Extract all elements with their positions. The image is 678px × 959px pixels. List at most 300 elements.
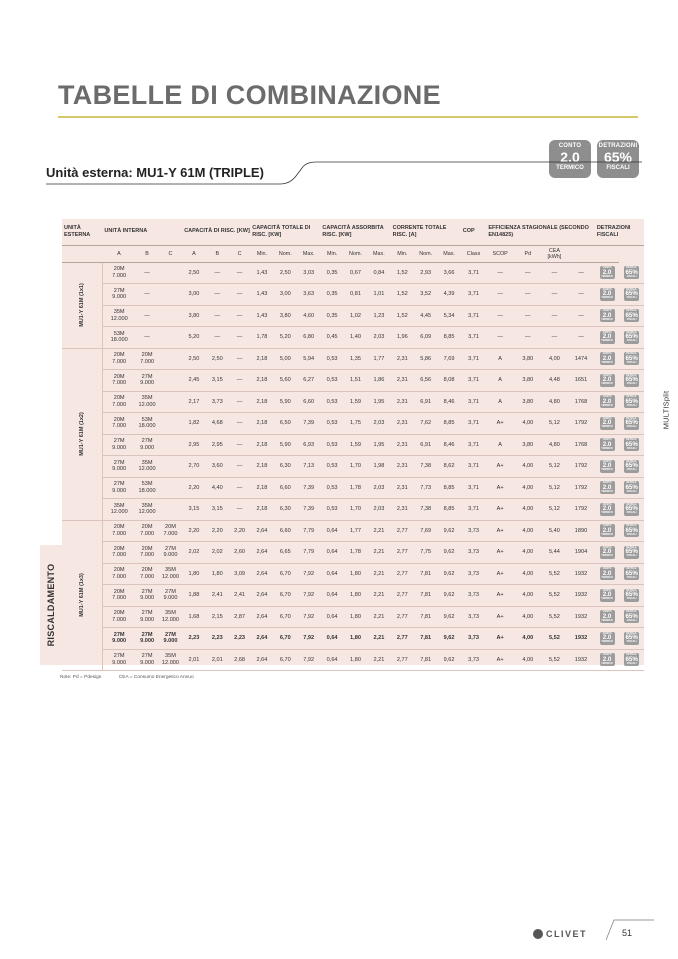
tot-value: 6,50 xyxy=(274,413,297,435)
cor-value: 7,81 xyxy=(414,649,437,671)
mini-badge-text: 2.0 xyxy=(602,333,612,341)
conto-termico-cell xyxy=(595,434,619,456)
ass-value: 1,70 xyxy=(344,499,367,521)
indoor-unit-a xyxy=(102,413,135,435)
indoor-unit-a xyxy=(102,628,135,650)
mini-badge-text: DETRAZ. xyxy=(626,330,638,334)
mini-badge-text: 65% xyxy=(625,655,638,663)
cor-value: 8,62 xyxy=(437,456,460,478)
capacity-c: — xyxy=(229,348,250,370)
cor-value: 7,62 xyxy=(414,413,437,435)
cor-value: 2,77 xyxy=(391,585,414,607)
indoor-unit-c-line: 20M xyxy=(165,524,176,531)
conto-termico-mini-badge xyxy=(600,352,615,365)
cop-value: 3,71 xyxy=(461,327,487,349)
mini-badge-text: FISCALI xyxy=(626,597,637,601)
energy-class: A+ xyxy=(486,563,514,585)
pd-value: — xyxy=(542,305,568,327)
tot-value: 7,92 xyxy=(297,628,320,650)
mini-badge-text: DETRAZ. xyxy=(626,481,638,485)
indoor-unit-c xyxy=(159,348,182,370)
table-row xyxy=(62,305,644,327)
cor-value: 2,77 xyxy=(391,563,414,585)
ass-value: 0,53 xyxy=(320,370,343,392)
sub-header-cell: A xyxy=(182,245,205,262)
conto-termico-mini-badge xyxy=(600,481,615,494)
detrazioni-mini-badge xyxy=(624,589,639,602)
tot-value: 1,43 xyxy=(250,262,273,284)
tot-value: 5,90 xyxy=(274,434,297,456)
mini-badge-text: CONTO xyxy=(602,287,612,291)
detrazioni-mini-badge xyxy=(624,309,639,322)
indoor-unit-a-line: 12.000 xyxy=(110,315,128,322)
indoor-unit-a-line: 27M xyxy=(113,653,125,660)
cor-value: 7,38 xyxy=(414,499,437,521)
ass-value: 1,78 xyxy=(344,477,367,499)
indoor-unit-a-line: 20M xyxy=(113,373,125,380)
mini-badge-text: 65% xyxy=(625,505,638,513)
indoor-unit-b-line: 27M xyxy=(141,588,153,595)
indoor-unit-c-line: 9.000 xyxy=(163,638,178,645)
table-row xyxy=(62,348,644,370)
clivet-logo: CLIVET xyxy=(546,929,588,939)
sub-header-cell: Max. xyxy=(367,245,390,262)
cea-value: 1932 xyxy=(567,649,595,671)
ass-value: 2,03 xyxy=(367,413,390,435)
detrazioni-mini-badge xyxy=(624,266,639,279)
ass-value: 0,35 xyxy=(320,305,343,327)
detrazioni-mini-badge xyxy=(624,352,639,365)
mini-badge-text: 2.0 xyxy=(602,591,612,599)
cea-value: — xyxy=(567,284,595,306)
conto-termico-cell xyxy=(595,563,619,585)
mini-badge-text: FISCALI xyxy=(626,339,637,343)
indoor-unit-c xyxy=(159,520,182,542)
mini-badge-text: CONTO xyxy=(602,567,612,571)
mini-badge-text: TERMICO xyxy=(601,575,613,579)
mini-badge-text: 65% xyxy=(625,548,638,556)
outdoor-unit-group-label xyxy=(62,262,102,348)
cor-value: 5,34 xyxy=(437,305,460,327)
tot-value: 1,43 xyxy=(250,284,273,306)
mini-badge-text: TERMICO xyxy=(601,360,613,364)
cor-value: 6,56 xyxy=(414,370,437,392)
detrazioni-cell xyxy=(619,563,644,585)
combination-table xyxy=(62,219,644,671)
mini-badge-text: 65% xyxy=(625,311,638,319)
tot-value: 6,30 xyxy=(274,456,297,478)
capacity-b: 2,95 xyxy=(206,434,229,456)
ass-value: 0,64 xyxy=(320,628,343,650)
capacity-a: 1,82 xyxy=(182,413,205,435)
badge-top-text: DETRAZIONI xyxy=(598,143,638,149)
cop-value: 3,71 xyxy=(461,348,487,370)
ass-value: 0,64 xyxy=(320,649,343,671)
tot-value: 6,27 xyxy=(297,370,320,392)
detrazioni-mini-badge xyxy=(624,524,639,537)
cea-value: 1792 xyxy=(567,456,595,478)
mini-badge-text: 65% xyxy=(625,397,638,405)
indoor-unit-b xyxy=(135,542,158,564)
tot-value: 6,80 xyxy=(297,327,320,349)
cor-value: 9,62 xyxy=(437,649,460,671)
cor-value: 9,62 xyxy=(437,628,460,650)
indoor-unit-a-line: 20M xyxy=(113,567,125,574)
mini-badge-text: FISCALI xyxy=(626,511,637,515)
ass-value: 1,95 xyxy=(367,434,390,456)
indoor-unit-a-line: 18.000 xyxy=(110,337,128,344)
tot-value: 2,64 xyxy=(250,628,273,650)
energy-class: A+ xyxy=(486,456,514,478)
mini-badge-text: 65% xyxy=(625,569,638,577)
indoor-unit-b xyxy=(135,327,158,349)
indoor-unit-b-line: 9.000 xyxy=(140,659,155,666)
capacity-a: 1,68 xyxy=(182,606,205,628)
scop-value: 4,00 xyxy=(514,477,542,499)
mini-badge-text: DETRAZ. xyxy=(626,524,638,528)
indoor-unit-b-line: — xyxy=(144,312,150,319)
indoor-unit-a xyxy=(102,370,135,392)
sub-header-blank xyxy=(62,245,102,262)
indoor-unit-a xyxy=(102,327,135,349)
mini-badge-text: TERMICO xyxy=(601,339,613,343)
header-efficienza: EFFICIENZA STAGIONALE (SECONDO EN14825) xyxy=(486,219,595,245)
indoor-unit-a xyxy=(102,649,135,671)
cop-value: 3,73 xyxy=(461,563,487,585)
cea-value: — xyxy=(567,262,595,284)
energy-class: — xyxy=(486,305,514,327)
cor-value: 8,46 xyxy=(437,391,460,413)
mini-badge-text: DETRAZ. xyxy=(626,438,638,442)
scop-value: — xyxy=(514,262,542,284)
ass-value: 0,53 xyxy=(320,456,343,478)
sub-header-cell: CEA [kWh] xyxy=(542,245,568,262)
table-row xyxy=(62,477,644,499)
indoor-unit-a-line: 9.000 xyxy=(112,487,127,494)
page-number: 51 xyxy=(622,928,633,938)
table-row xyxy=(62,649,644,671)
mini-badge-text: TERMICO xyxy=(601,274,613,278)
cor-value: 2,77 xyxy=(391,628,414,650)
energy-class: — xyxy=(486,284,514,306)
indoor-unit-b xyxy=(135,606,158,628)
cea-value: 1792 xyxy=(567,413,595,435)
conto-termico-cell xyxy=(595,305,619,327)
pd-value: 5,12 xyxy=(542,413,568,435)
indoor-unit-b-line: 9.000 xyxy=(140,638,155,645)
mini-badge-text: DETRAZ. xyxy=(626,567,638,571)
mini-badge-text: DETRAZ. xyxy=(626,309,638,313)
capacity-b: — xyxy=(206,305,229,327)
capacity-a: 2,01 xyxy=(182,649,205,671)
cea-value: 1768 xyxy=(567,391,595,413)
tot-value: 2,64 xyxy=(250,542,273,564)
indoor-unit-a-line: 20M xyxy=(113,395,125,402)
scop-value: 3,80 xyxy=(514,348,542,370)
sub-header-cell: C xyxy=(229,245,250,262)
pd-value: — xyxy=(542,327,568,349)
tot-value: 7,39 xyxy=(297,413,320,435)
tot-value: 6,60 xyxy=(274,477,297,499)
indoor-unit-b-line: — xyxy=(144,291,150,298)
indoor-unit-a-line: 7.000 xyxy=(112,530,127,537)
mini-badge-text: DETRAZ. xyxy=(626,653,638,657)
badge-bottom-text: FISCALI xyxy=(606,165,630,171)
sub-header-cell: Min. xyxy=(320,245,343,262)
mini-badge-text: 65% xyxy=(625,612,638,620)
capacity-a: 2,17 xyxy=(182,391,205,413)
energy-class: — xyxy=(486,262,514,284)
indoor-unit-b xyxy=(135,456,158,478)
cor-value: 9,62 xyxy=(437,563,460,585)
mini-badge-text: FISCALI xyxy=(626,403,637,407)
tot-value: 6,30 xyxy=(274,499,297,521)
conto-termico-mini-badge xyxy=(600,503,615,516)
capacity-c: — xyxy=(229,370,250,392)
indoor-unit-a-line: 7.000 xyxy=(112,573,127,580)
cor-value: 2,31 xyxy=(391,456,414,478)
ass-value: 2,21 xyxy=(367,585,390,607)
sub-header-cell: Min. xyxy=(391,245,414,262)
energy-class: A+ xyxy=(486,649,514,671)
indoor-unit-c xyxy=(159,391,182,413)
energy-class: A+ xyxy=(486,585,514,607)
mini-badge-text: CONTO xyxy=(602,459,612,463)
detrazioni-mini-badge xyxy=(624,395,639,408)
conto-termico-mini-badge xyxy=(600,546,615,559)
mini-badge-text: TERMICO xyxy=(601,489,613,493)
ass-value: 0,81 xyxy=(344,284,367,306)
mini-badge-text: FISCALI xyxy=(626,425,637,429)
capacity-c: — xyxy=(229,413,250,435)
detrazioni-cell xyxy=(619,348,644,370)
indoor-unit-b xyxy=(135,348,158,370)
ass-value: 2,03 xyxy=(367,477,390,499)
indoor-unit-c xyxy=(159,370,182,392)
tot-value: 2,18 xyxy=(250,413,273,435)
sub-header-cell: Max. xyxy=(437,245,460,262)
indoor-unit-a-line: 20M xyxy=(113,352,125,359)
scop-value: 4,00 xyxy=(514,520,542,542)
mini-badge-text: TERMICO xyxy=(601,640,613,644)
tot-value: 7,92 xyxy=(297,649,320,671)
outdoor-unit-model: MU1-Y 61M (1x2) xyxy=(78,412,85,456)
capacity-c: — xyxy=(229,391,250,413)
cop-value: 3,73 xyxy=(461,649,487,671)
conto-termico-mini-badge xyxy=(600,632,615,645)
conto-termico-mini-badge xyxy=(600,524,615,537)
detrazioni-mini-badge xyxy=(624,632,639,645)
ass-value: 1,01 xyxy=(367,284,390,306)
conto-termico-cell xyxy=(595,649,619,671)
sub-header-row xyxy=(62,245,644,262)
indoor-unit-a-line: 12.000 xyxy=(110,509,128,516)
tot-value: 2,18 xyxy=(250,456,273,478)
indoor-unit-c-line: 27M xyxy=(165,588,176,595)
cor-value: 8,46 xyxy=(437,434,460,456)
tot-value: 2,18 xyxy=(250,499,273,521)
table-row xyxy=(62,585,644,607)
mini-badge-text: FISCALI xyxy=(626,468,637,472)
conto-termico-mini-badge xyxy=(600,395,615,408)
ass-value: 0,64 xyxy=(320,563,343,585)
tot-value: 2,18 xyxy=(250,434,273,456)
indoor-unit-a xyxy=(102,305,135,327)
table-row xyxy=(62,520,644,542)
mini-badge-text: FISCALI xyxy=(626,382,637,386)
indoor-unit-b-line: — xyxy=(144,269,150,276)
conto-termico-mini-badge xyxy=(600,589,615,602)
ass-value: 1,86 xyxy=(367,370,390,392)
indoor-unit-b xyxy=(135,499,158,521)
mini-badge-text: DETRAZ. xyxy=(626,266,638,269)
conto-termico-mini-badge xyxy=(600,266,615,279)
ass-value: 0,53 xyxy=(320,348,343,370)
indoor-unit-c xyxy=(159,628,182,650)
conto-termico-cell xyxy=(595,628,619,650)
sub-header-cell: Nom. xyxy=(344,245,367,262)
ass-value: 2,21 xyxy=(367,520,390,542)
capacity-a: 2,02 xyxy=(182,542,205,564)
mini-badge-text: 65% xyxy=(625,634,638,642)
ass-value: 0,53 xyxy=(320,477,343,499)
conto-termico-cell xyxy=(595,542,619,564)
mini-badge-text: TERMICO xyxy=(601,446,613,450)
mini-badge-text: CONTO xyxy=(602,416,612,420)
ass-value: 2,21 xyxy=(367,628,390,650)
indoor-unit-b xyxy=(135,305,158,327)
ass-value: 1,51 xyxy=(344,370,367,392)
indoor-unit-a-line: 9.000 xyxy=(112,638,127,645)
outdoor-unit-model: MU1-Y 61M (1x1) xyxy=(78,283,85,327)
ass-value: 2,03 xyxy=(367,327,390,349)
mini-badge-text: 2.0 xyxy=(602,397,612,405)
ass-value: 1,77 xyxy=(344,520,367,542)
cop-value: 3,71 xyxy=(461,456,487,478)
cop-value: 3,71 xyxy=(461,262,487,284)
capacity-a: 2,50 xyxy=(182,348,205,370)
cea-value: 1792 xyxy=(567,499,595,521)
tot-value: 7,39 xyxy=(297,477,320,499)
table-row xyxy=(62,628,644,650)
capacity-c: 2,68 xyxy=(229,649,250,671)
indoor-unit-c-line: 27M xyxy=(165,545,176,552)
mini-badge-text: 2.0 xyxy=(602,548,612,556)
scop-value: 3,80 xyxy=(514,434,542,456)
indoor-unit-a-line: 27M xyxy=(113,631,125,638)
mini-badge-text: 2.0 xyxy=(602,419,612,427)
table-row xyxy=(62,456,644,478)
capacity-c: 3,09 xyxy=(229,563,250,585)
cor-value: 9,62 xyxy=(437,606,460,628)
mini-badge-text: 2.0 xyxy=(602,655,612,663)
indoor-unit-a-line: 7.000 xyxy=(112,423,127,430)
tot-value: 2,18 xyxy=(250,348,273,370)
indoor-unit-b-line: 53M xyxy=(141,416,153,423)
capacity-c: — xyxy=(229,434,250,456)
capacity-a: 2,20 xyxy=(182,520,205,542)
mini-badge-text: 2.0 xyxy=(602,612,612,620)
sub-header-cell: Nom. xyxy=(274,245,297,262)
capacity-b: — xyxy=(206,284,229,306)
tot-value: 3,03 xyxy=(297,262,320,284)
ass-value: 2,21 xyxy=(367,649,390,671)
indoor-unit-c xyxy=(159,542,182,564)
note-pd: Note: Pd = Pdesign xyxy=(60,675,102,680)
mini-badge-text: TERMICO xyxy=(601,425,613,429)
mini-badge-text: DETRAZ. xyxy=(626,373,638,377)
mini-badge-text: 2.0 xyxy=(602,268,612,276)
conto-termico-cell xyxy=(595,370,619,392)
ass-value: 0,64 xyxy=(320,585,343,607)
side-brand-label: MULTISplit xyxy=(661,390,671,430)
sub-header-cell: Max. xyxy=(297,245,320,262)
indoor-unit-b xyxy=(135,563,158,585)
scop-value: 4,00 xyxy=(514,499,542,521)
indoor-unit-a xyxy=(102,606,135,628)
cor-value: 3,66 xyxy=(437,262,460,284)
cop-value: 3,73 xyxy=(461,585,487,607)
mini-badge-text: FISCALI xyxy=(626,618,637,622)
capacity-b: 2,23 xyxy=(206,628,229,650)
capacity-c: — xyxy=(229,305,250,327)
clivet-logo-icon xyxy=(533,929,543,939)
capacity-b: 1,80 xyxy=(206,563,229,585)
tot-value: 6,70 xyxy=(274,563,297,585)
conto-termico-mini-badge xyxy=(600,610,615,623)
mini-badge-text: 65% xyxy=(625,354,638,362)
detrazioni-mini-badge xyxy=(624,546,639,559)
indoor-unit-b-line: 7.000 xyxy=(140,358,155,365)
capacity-a: 2,50 xyxy=(182,262,205,284)
ass-value: 0,53 xyxy=(320,434,343,456)
capacity-c: — xyxy=(229,262,250,284)
cea-value: — xyxy=(567,305,595,327)
energy-class: A+ xyxy=(486,520,514,542)
indoor-unit-c-line: 12.000 xyxy=(161,616,180,623)
sub-header-cell: Class xyxy=(461,245,487,262)
cop-value: 3,71 xyxy=(461,391,487,413)
table-row xyxy=(62,284,644,306)
indoor-unit-c xyxy=(159,585,182,607)
pd-value: 5,52 xyxy=(542,563,568,585)
mini-badge-text: CONTO xyxy=(602,266,612,270)
mini-badge-text: FISCALI xyxy=(626,640,637,644)
capacity-c: 2,20 xyxy=(229,520,250,542)
indoor-unit-c-line: 35M xyxy=(165,610,176,617)
mini-badge-text: 2.0 xyxy=(602,505,612,513)
capacity-c: — xyxy=(229,284,250,306)
tot-value: 7,92 xyxy=(297,585,320,607)
tot-value: 6,70 xyxy=(274,585,297,607)
indoor-unit-b-line: 35M xyxy=(141,459,153,466)
mini-badge-text: TERMICO xyxy=(601,532,613,536)
indoor-unit-c-line: 7.000 xyxy=(163,530,178,537)
ass-value: 0,64 xyxy=(320,606,343,628)
capacity-c: — xyxy=(229,327,250,349)
detrazioni-cell xyxy=(619,606,644,628)
table-row xyxy=(62,370,644,392)
cop-value: 3,71 xyxy=(461,305,487,327)
header-capacita: CAPACITÀ DI RISC. [KW] xyxy=(182,219,250,245)
indoor-unit-b-line: 27M xyxy=(141,653,153,660)
mini-badge-text: 65% xyxy=(625,376,638,384)
conto-termico-mini-badge xyxy=(600,460,615,473)
tot-value: 6,70 xyxy=(274,628,297,650)
indoor-unit-a-line: 7.000 xyxy=(112,595,127,602)
ass-value: 0,53 xyxy=(320,391,343,413)
cor-value: 1,52 xyxy=(391,262,414,284)
